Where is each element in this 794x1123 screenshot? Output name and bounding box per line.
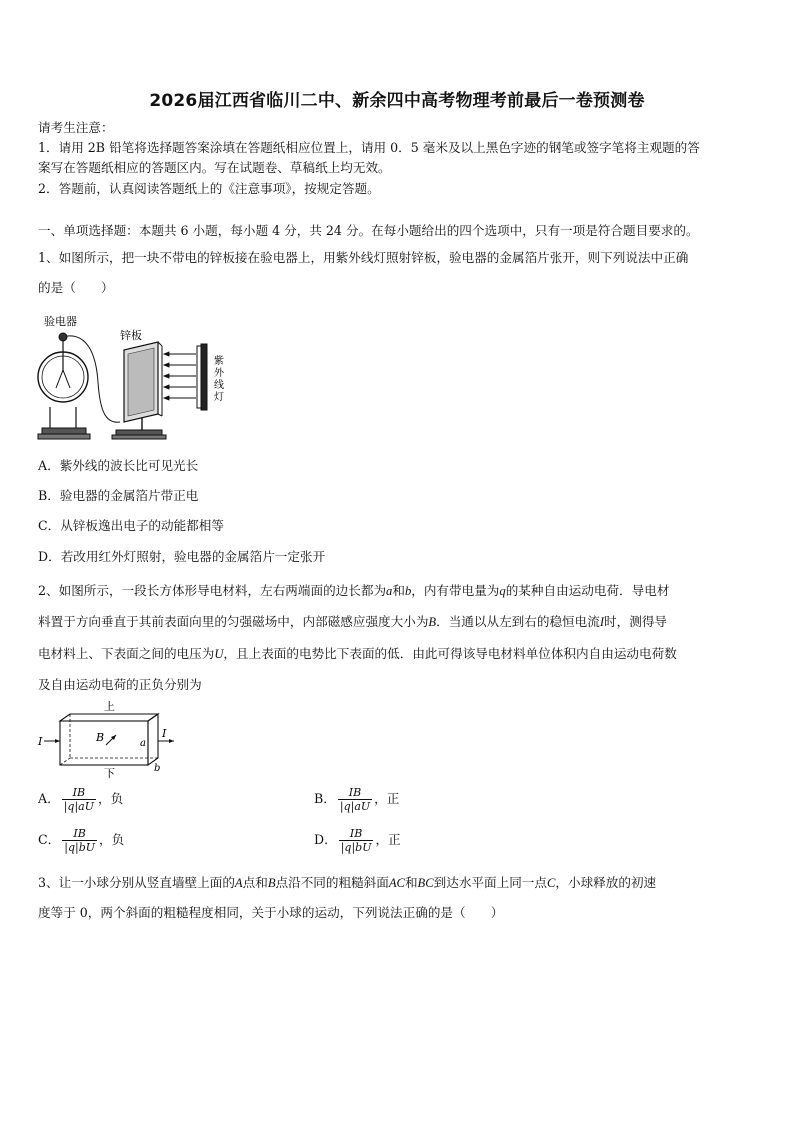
charge-sign: ，正 [374, 791, 400, 806]
numerator: IB [348, 786, 362, 799]
q2-text: ，且上表面的电势比下表面的低．由此可得该导电材料单位体积内自由运动电荷数 [223, 646, 677, 661]
q1-option-d: D．若改用红外灯照射，验电器的金属箔片一定张开 [38, 549, 326, 564]
option-label: A． [38, 791, 60, 806]
q2-text: 电材料上、下表面之间的电压为 [38, 646, 215, 661]
fraction [339, 827, 374, 854]
uv-lamp-label-2: 外 [214, 368, 224, 379]
var-b: b [404, 584, 412, 598]
charge-sign: ，正 [375, 832, 401, 847]
edge-b-label: b [154, 763, 161, 774]
q2-option-d [314, 827, 401, 854]
q1-option-a: A．紫外线的波长比可见光长 [38, 458, 199, 473]
bottom-face-label: 下 [104, 767, 115, 779]
notice-item-1-line-2: 案写在答题纸相应的答题区内。写在试题卷、草稿纸上均无效。 [38, 160, 391, 175]
q3-text: 点和 [242, 875, 268, 890]
var-I: I [599, 615, 605, 629]
denominator: |q|aU [339, 800, 371, 813]
q3-text: 和 [404, 875, 418, 890]
q2-text: 时，测得导 [604, 614, 667, 629]
edge-a-label: a [140, 738, 146, 749]
option-label: B． [314, 791, 336, 806]
slope-AC: AC [388, 876, 405, 890]
var-q: q [499, 584, 506, 598]
q2-option-c [38, 827, 124, 854]
notice-item-1-line-1: 1．请用 2B 铅笔将选择题答案涂填在答题纸相应位置上，请用 0．5 毫米及以上黑色字迹的钢笔或签字笔将主观题的答 [38, 140, 700, 155]
q3-text: ，小球释放的初速 [555, 875, 657, 890]
q1-figure-electroscope [36, 312, 236, 444]
q2-text: 料置于方向垂直于其前表面向里的匀强磁场中，内部磁感应强度大小为 [38, 614, 429, 629]
q2-stem-line-3 [38, 646, 677, 662]
current-label-right: I [162, 727, 167, 740]
notice-heading: 请考生注意： [38, 120, 114, 135]
var-a: a [386, 584, 393, 598]
exam-title: 2026届江西省临川二中、新余四中高考物理考前最后一卷预测卷 [149, 91, 645, 111]
q2-text: ，内有带电量为 [411, 583, 500, 598]
q2-option-a [38, 786, 123, 813]
numerator: IB [73, 827, 86, 840]
field-label: B [96, 731, 105, 744]
q1-stem-line-1: 1、如图所示，把一块不带电的锌板接在验电器上，用紫外线灯照射锌板，验电器的金属箔片张开，则下列说法中正确 [38, 250, 689, 265]
point-B: B [267, 876, 276, 890]
uv-lamp-label-4: 灯 [214, 392, 224, 403]
slope-BC: BC [417, 876, 434, 890]
option-label: D． [314, 832, 337, 847]
var-U: U [214, 647, 224, 661]
uv-lamp-label-1: 紫 [214, 356, 224, 367]
numerator: IB [72, 786, 86, 799]
q2-text: 的某种自由运动电荷．导电材 [505, 583, 670, 598]
var-B: B [428, 615, 437, 629]
q2-stem-line-1 [38, 583, 669, 599]
q3-text: 3、让一小球分别从竖直墙壁上面的 [38, 875, 235, 890]
q1-option-b: B．验电器的金属箔片带正电 [38, 488, 199, 503]
fraction [338, 786, 372, 813]
q2-option-b [314, 786, 399, 813]
current-label-left: I [38, 735, 43, 748]
q2-stem-line-2 [38, 614, 667, 630]
notice-item-2: 2．答题前，认真阅读答题纸上的《注意事项》，按规定答题。 [38, 181, 380, 196]
section-heading: 一、单项选择题：本题共 6 小题，每小题 4 分，共 24 分。在每小题给出的四个选项中，只有一项是符合题目要求的。 [38, 223, 699, 238]
zinc-plate-label: 锌板 [120, 329, 142, 342]
point-A: A [234, 876, 243, 890]
charge-sign: ，负 [99, 832, 125, 847]
q2-stem-line-4: 及自由运动电荷的正负分别为 [38, 677, 202, 692]
q3-stem-line-2: 度等于 0，两个斜面的粗糙程度相同，关于小球的运动，下列说法正确的是（ ） [38, 905, 504, 920]
numerator: IB [349, 827, 363, 840]
charge-sign: ，负 [98, 791, 124, 806]
q2-text: 2、如图所示，一段长方体形导电材料，左右两端面的边长都为 [38, 583, 387, 598]
option-label: C． [38, 832, 61, 847]
denominator: |q|bU [64, 841, 95, 854]
uv-lamp-label-3: 线 [214, 380, 224, 391]
q3-text: 到达水平面上同一点 [433, 875, 547, 890]
q2-text: 和 [392, 583, 405, 598]
q1-option-c: C．从锌板逸出电子的动能都相等 [38, 518, 224, 533]
denominator: |q|aU [63, 800, 94, 813]
q3-stem-line-1 [38, 875, 656, 891]
fraction [62, 786, 96, 813]
electroscope-label: 验电器 [44, 315, 77, 328]
denominator: |q|bU [340, 841, 372, 854]
top-face-label: 上 [104, 700, 115, 713]
q2-figure-conductor [36, 697, 186, 779]
q1-stem-line-2: 的是（ ） [38, 280, 114, 295]
q3-text: 点沿不同的粗糙斜面 [275, 875, 389, 890]
point-C: C [546, 876, 556, 890]
q2-text: ．当通以从左到右的稳恒电流 [436, 614, 600, 629]
fraction [62, 827, 97, 854]
